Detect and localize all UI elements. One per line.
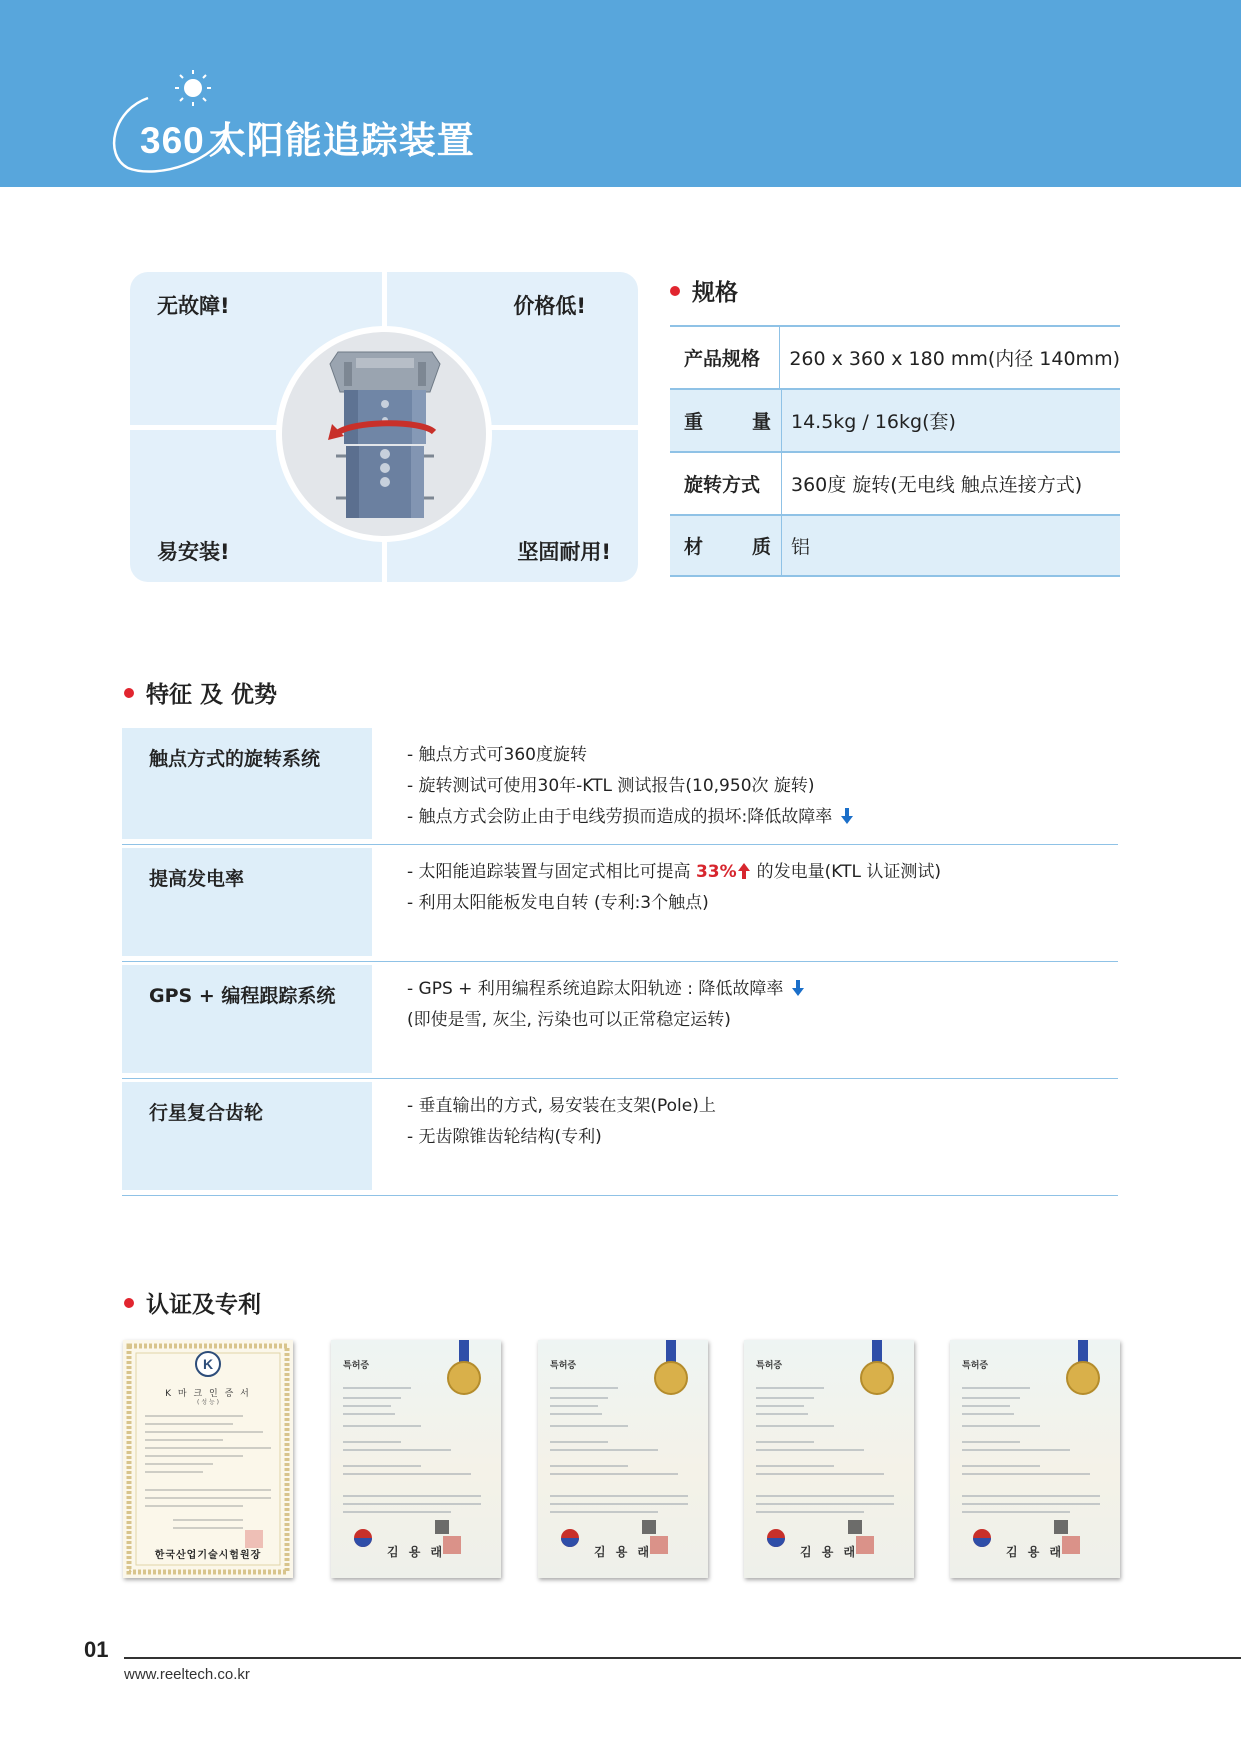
bullet-dot — [124, 1298, 134, 1308]
feature-durable: 坚固耐用! — [517, 540, 611, 564]
kmark-certificate — [123, 1340, 293, 1578]
feature-low-price: 价格低! — [513, 294, 586, 318]
patent-signature: 김 용 래 — [387, 1545, 446, 1559]
solar-tracker-device — [282, 332, 486, 536]
certifications-heading-text: 认证及专利 — [146, 1292, 261, 1318]
spec-value: 14.5kg / 16kg(套) — [782, 390, 1120, 451]
advantage-lines — [407, 974, 805, 1036]
kmark-issuer: 한국산업기술시험원장 — [154, 1550, 262, 1561]
certificates-row — [122, 1340, 1118, 1580]
arrow-down-icon — [840, 807, 854, 825]
arrow-up-icon — [737, 862, 751, 880]
patent-signature: 김 용 래 — [1006, 1545, 1065, 1559]
advantages-table — [122, 728, 1118, 1196]
kmark-subtitle: ( 성 능 ) — [197, 1399, 219, 1406]
advantages-heading-text: 特征 及 优势 — [146, 682, 278, 708]
spec-value: 360度 旋转(无电线 触点连接方式) — [791, 474, 1083, 496]
footer-divider — [124, 1657, 1241, 1659]
svg-text:K: K — [202, 1356, 214, 1372]
advantage-lines — [407, 740, 854, 833]
advantage-line: - 垂直输出的方式, 易安装在支架(Pole)上 — [407, 1096, 716, 1116]
advantage-title: 行星复合齿轮 — [122, 1082, 372, 1190]
spec-row-rotation — [670, 451, 1120, 514]
advantage-line: - 旋转测试可使用30年-KTL 测试报告(10,950次 旋转) — [407, 776, 815, 796]
advantage-line — [407, 802, 854, 833]
spec-key: 旋转方式 — [670, 453, 782, 514]
title-text: 太阳能追踪装置 — [208, 119, 475, 162]
spec-value: 铝 — [782, 516, 1120, 575]
spec-key-part: 材 — [684, 536, 704, 558]
spec-key: 产品规格 — [670, 327, 780, 388]
features-quad — [130, 272, 638, 582]
spec-row-weight — [670, 388, 1120, 451]
highlight-value: 33% — [695, 862, 737, 882]
spec-row-size — [670, 325, 1120, 388]
advantage-line-text: - 触点方式会防止由于电线劳损而造成的损坏:降低故障率 — [407, 807, 833, 827]
advantage-lines — [407, 857, 941, 919]
spec-key-part: 量 — [751, 411, 771, 433]
advantage-title: GPS + 编程跟踪系统 — [122, 965, 372, 1073]
advantage-row — [122, 1079, 1118, 1196]
patent-title: 특허증 — [550, 1361, 577, 1371]
page-title — [140, 110, 475, 164]
patent-certificate — [744, 1340, 914, 1578]
advantage-title: 触点方式的旋转系统 — [122, 728, 372, 839]
feature-no-failure: 无故障! — [157, 294, 230, 318]
advantages-heading — [124, 676, 277, 709]
advantage-line: - 利用太阳能板发电自转 (专利:3个触点) — [407, 893, 709, 913]
footer-url: www.reeltech.co.kr — [124, 1666, 250, 1683]
arrow-down-icon — [791, 979, 805, 997]
spec-key — [670, 390, 782, 451]
advantage-line-text: - 太阳能追踪装置与固定式相比可提高 — [407, 862, 696, 882]
advantage-row — [122, 845, 1118, 962]
advantage-line — [407, 974, 805, 1005]
bullet-dot — [124, 688, 134, 698]
patent-certificate — [950, 1340, 1120, 1578]
advantage-line-text: - GPS + 利用编程系统追踪太阳轨迹 : 降低故障率 — [407, 979, 784, 999]
patent-title: 특허증 — [343, 1361, 370, 1371]
title-number: 360 — [140, 120, 205, 161]
spec-key — [670, 516, 782, 575]
advantage-title: 提高发电率 — [122, 848, 372, 956]
advantage-line — [407, 857, 941, 888]
spec-row-material — [670, 514, 1120, 577]
advantage-line: - 触点方式可360度旋转 — [407, 745, 587, 765]
header-banner — [0, 0, 1241, 187]
patent-certificate — [538, 1340, 708, 1578]
advantage-row — [122, 962, 1118, 1079]
spec-heading — [670, 274, 738, 307]
spec-value: 260 x 360 x 180 mm(内径 140mm) — [789, 348, 1120, 370]
advantage-line: - 无齿隙锥齿轮结构(专利) — [407, 1127, 602, 1147]
advantage-line: (即使是雪, 灰尘, 污染也可以正常稳定运转) — [407, 1010, 731, 1030]
patent-signature: 김 용 래 — [594, 1545, 653, 1559]
patent-signature: 김 용 래 — [800, 1545, 859, 1559]
bullet-dot — [670, 286, 680, 296]
product-image-frame — [276, 326, 492, 542]
feature-easy-install: 易安装! — [157, 540, 230, 564]
advantage-line-text: 的发电量(KTL 认证测试) — [756, 862, 942, 882]
spec-key-part: 重 — [684, 411, 704, 433]
patent-title: 특허증 — [756, 1361, 783, 1371]
spec-key-part: 质 — [751, 536, 771, 558]
advantage-lines — [407, 1091, 716, 1153]
certifications-heading — [124, 1286, 261, 1319]
page-number: 01 — [84, 1637, 109, 1662]
spec-heading-text: 规格 — [692, 280, 738, 306]
spec-table — [670, 325, 1120, 577]
patent-certificate — [331, 1340, 501, 1578]
patent-title: 특허증 — [962, 1361, 989, 1371]
advantage-row — [122, 728, 1118, 845]
kmark-title: K 마 크 인 증 서 — [165, 1389, 251, 1399]
certificate-border — [123, 1340, 293, 1578]
